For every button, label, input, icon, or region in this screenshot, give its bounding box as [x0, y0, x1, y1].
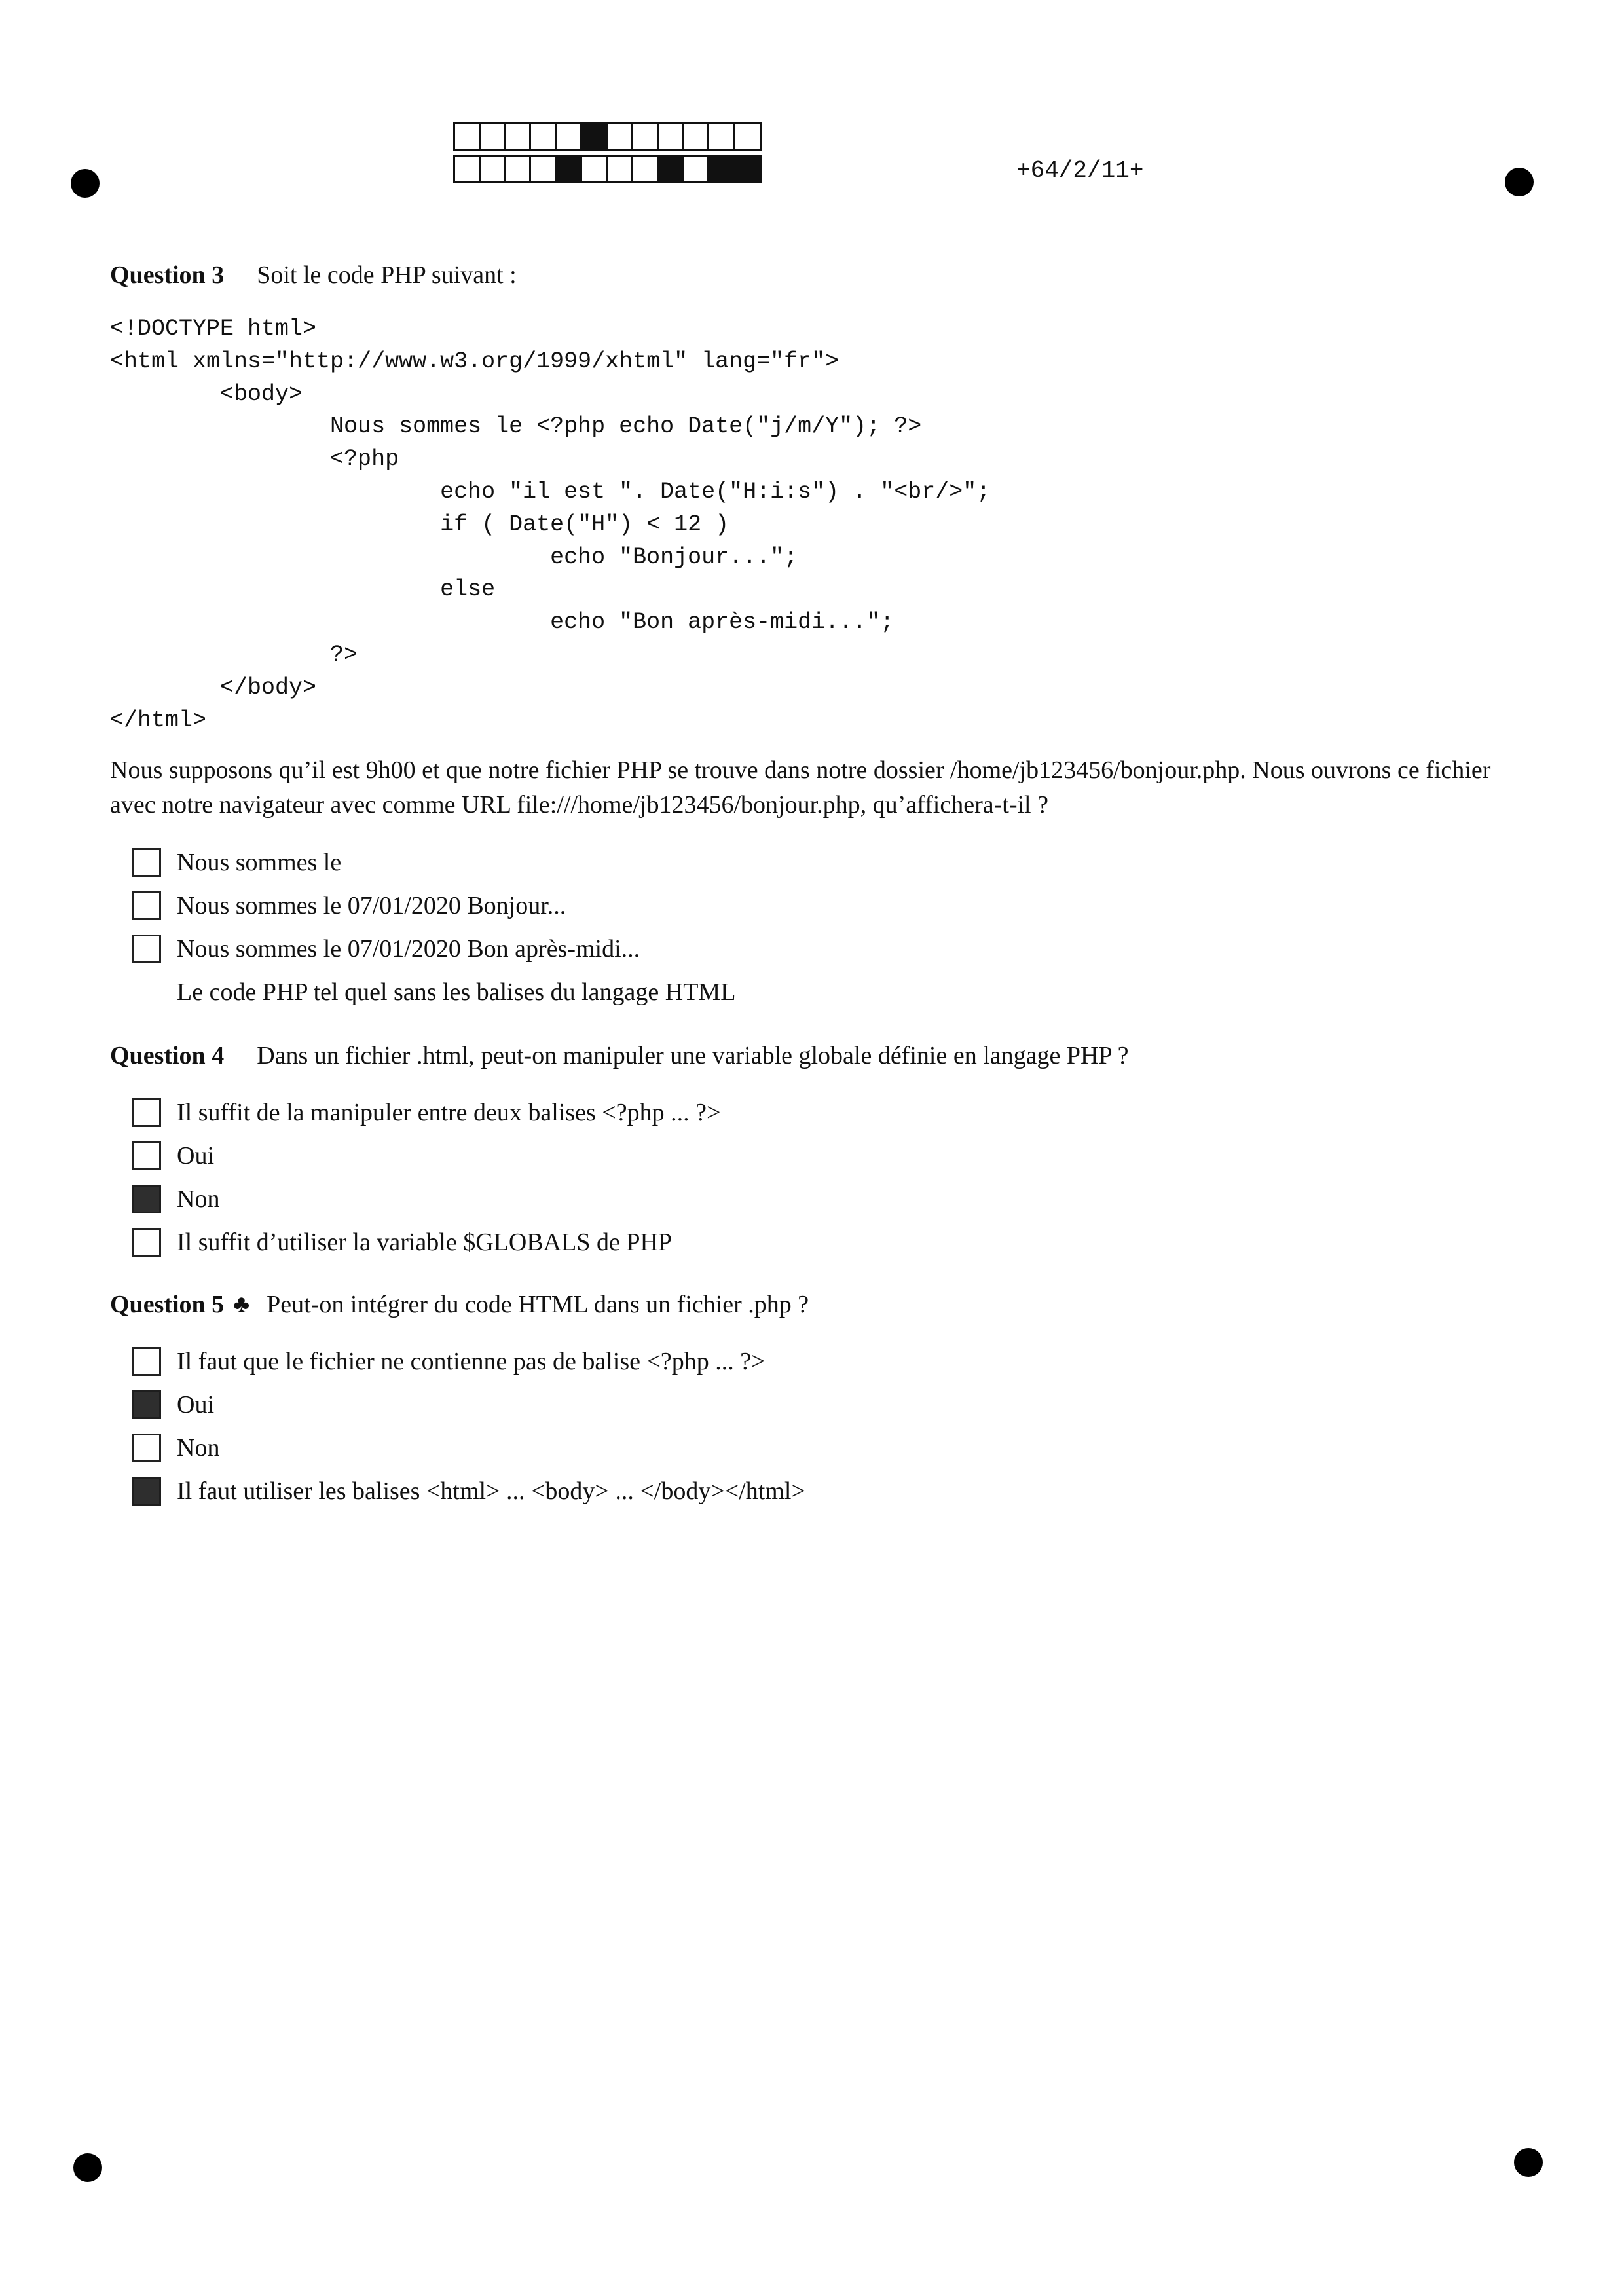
question-5-option-3[interactable]	[132, 1433, 219, 1463]
option-label: Le code PHP tel quel sans les balises du langage HTML	[177, 978, 736, 1006]
barcode-cell	[608, 157, 633, 181]
code-line: <?php	[110, 446, 399, 473]
question-3-option-1[interactable]	[132, 847, 341, 878]
question-4-option-4[interactable]	[132, 1227, 672, 1257]
barcode-cell	[481, 157, 506, 181]
barcode-cell	[659, 124, 684, 149]
question-3-text: Soit le code PHP suivant :	[257, 261, 517, 289]
checkbox[interactable]	[132, 1434, 161, 1462]
checkbox-checked[interactable]	[132, 1390, 161, 1419]
option-label: Il suffit de la manipuler entre deux balises <?php ... ?>	[177, 1099, 721, 1126]
question-4-text: Dans un fichier .html, peut-on manipuler une variable globale définie en langage PHP ?	[257, 1042, 1129, 1069]
question-3-paragraph: Nous supposons qu’il est 9h00 et que notre fichier PHP se trouve dans notre dossier /home/jb123456/bonjour.php. Nous ouvrons ce fichier avec notre navigateur avec comme URL file:///home/jb123456/bonjour.php, qu’affichera-t-il ?	[110, 756, 1491, 819]
option-label: Oui	[177, 1391, 214, 1418]
option-label: Non	[177, 1434, 220, 1462]
checkbox[interactable]	[132, 1347, 161, 1376]
page-identifier: +64/2/11+	[1016, 157, 1144, 184]
option-label: Il faut que le fichier ne contienne pas de balise <?php ... ?>	[177, 1348, 766, 1375]
barcode-cell	[709, 124, 735, 149]
barcode-cell	[633, 157, 659, 181]
question-3-option-4[interactable]	[132, 977, 735, 1007]
barcode-row-top	[453, 122, 762, 151]
option-label: Non	[177, 1185, 220, 1213]
code-line: <!DOCTYPE html>	[110, 316, 317, 342]
php-code-block	[110, 313, 990, 737]
barcode-cell	[455, 157, 481, 181]
question-5-option-2[interactable]	[132, 1390, 214, 1420]
barcode-cell	[684, 157, 709, 181]
option-label: Il suffit d’utiliser la variable $GLOBALS de PHP	[177, 1229, 673, 1256]
question-5-text: Peut-on intégrer du code HTML dans un fichier .php ?	[267, 1291, 809, 1318]
question-5-header	[110, 1290, 809, 1319]
barcode-cell	[633, 124, 659, 149]
barcode-cell	[709, 157, 735, 181]
question-3-number: Question 3	[110, 261, 225, 289]
option-label: Nous sommes le 07/01/2020 Bonjour...	[177, 892, 566, 919]
registration-mark-bottom-left	[73, 2153, 102, 2182]
barcode-cell	[659, 157, 684, 181]
question-3-header	[110, 261, 517, 289]
barcode-cell	[608, 124, 633, 149]
checkbox[interactable]	[132, 1098, 161, 1127]
option-label: Oui	[177, 1142, 214, 1170]
option-label: Nous sommes le 07/01/2020 Bon après-midi...	[177, 935, 640, 963]
checkbox-checked[interactable]	[132, 1477, 161, 1506]
barcode-cell	[557, 124, 582, 149]
code-line: echo "Bon après-midi...";	[110, 609, 895, 636]
question-4-header	[110, 1041, 1129, 1070]
code-line: <html xmlns="http://www.w3.org/1999/xhtml" lang="fr">	[110, 348, 840, 375]
barcode-cell	[557, 157, 582, 181]
code-line: <body>	[110, 380, 303, 407]
barcode-cell	[455, 124, 481, 149]
code-line: echo "Bonjour...";	[110, 544, 798, 570]
registration-mark-top-left	[71, 169, 100, 198]
question-5-number: Question 5	[110, 1291, 225, 1318]
question-3-option-3[interactable]	[132, 934, 640, 964]
code-line: echo "il est ". Date("H:i:s") . "<br/>";	[110, 478, 991, 505]
question-5-option-4[interactable]	[132, 1476, 805, 1506]
code-line: Nous sommes le <?php echo Date("j/m/Y"); ?>	[110, 413, 922, 440]
checkbox[interactable]	[132, 891, 161, 920]
barcode-cell	[481, 124, 506, 149]
registration-mark-bottom-right	[1514, 2148, 1543, 2177]
code-line: else	[110, 576, 496, 603]
question-5-option-1[interactable]	[132, 1346, 766, 1377]
checkbox[interactable]	[132, 935, 161, 963]
question-4-option-2[interactable]	[132, 1141, 214, 1171]
barcode-row-bottom	[453, 155, 762, 183]
barcode-cell	[684, 124, 709, 149]
checkbox[interactable]	[132, 978, 161, 1007]
barcode-cell	[735, 157, 760, 181]
barcode-cell	[506, 124, 532, 149]
code-line: ?>	[110, 641, 358, 668]
question-4-option-1[interactable]	[132, 1098, 720, 1128]
question-3-option-2[interactable]	[132, 891, 566, 921]
code-line: </body>	[110, 674, 317, 701]
code-line: </html>	[110, 707, 207, 733]
checkbox[interactable]	[132, 1141, 161, 1170]
checkbox-checked[interactable]	[132, 1185, 161, 1213]
code-line: if ( Date("H") < 12 )	[110, 511, 729, 538]
question-4-option-3[interactable]	[132, 1184, 219, 1214]
barcode-cell	[531, 157, 557, 181]
question-4-number: Question 4	[110, 1042, 225, 1069]
checkbox[interactable]	[132, 1228, 161, 1257]
barcode-cell	[582, 157, 608, 181]
barcode-cell	[582, 124, 608, 149]
registration-mark-top-right	[1505, 168, 1534, 196]
club-icon: ♣	[233, 1291, 250, 1318]
barcode-cell	[506, 157, 532, 181]
barcode-cell	[531, 124, 557, 149]
option-label: Nous sommes le	[177, 849, 342, 876]
checkbox[interactable]	[132, 848, 161, 877]
barcode-cell	[735, 124, 760, 149]
option-label: Il faut utiliser les balises <html> ... <body> ... </body></html>	[177, 1477, 805, 1505]
